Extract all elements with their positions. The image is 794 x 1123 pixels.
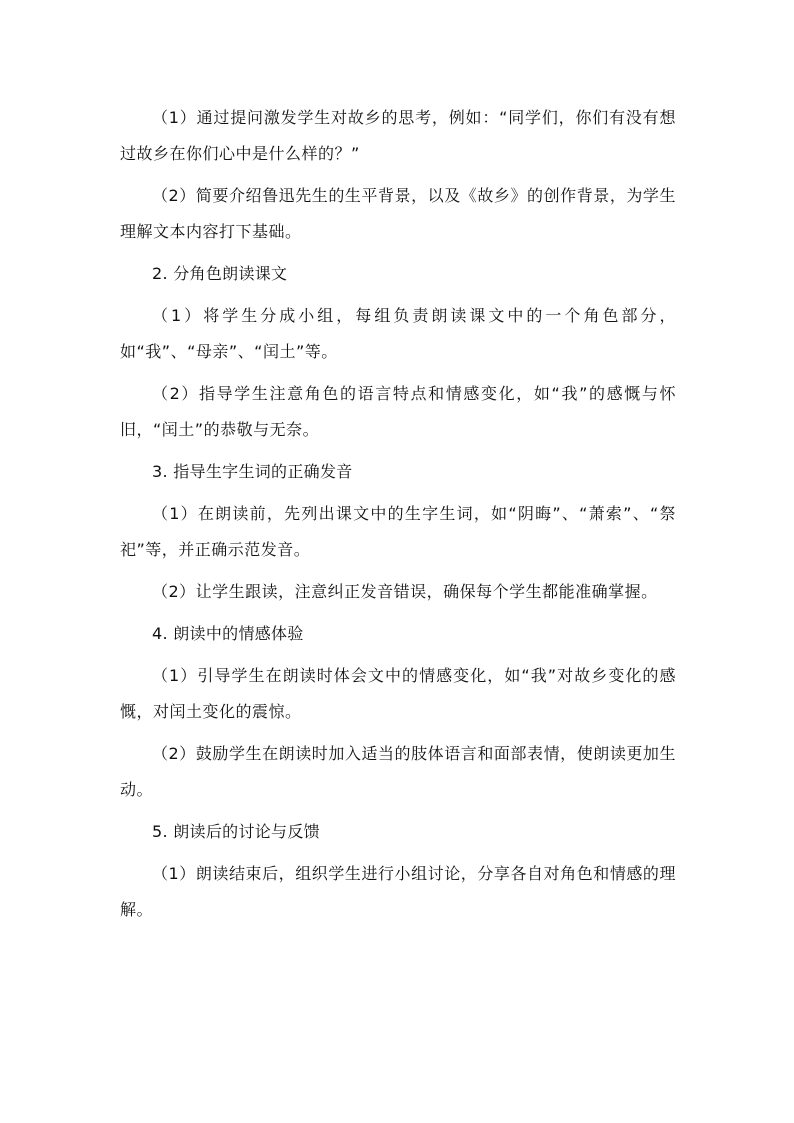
paragraph: （1）通过提问激发学生对故乡的思考，例如：“同学们，你们有没有想过故乡在你们心中是什么样的？” [120, 108, 676, 163]
section-heading: 2. 分角色朗读课文 [152, 264, 288, 283]
paragraph: （2）简要介绍鲁迅先生的生平背景，以及《故乡》的创作背景，为学生理解文本内容打下基础。 [120, 186, 676, 241]
section-heading: 3. 指导生字生词的正确发音 [152, 462, 353, 481]
section-heading: 4. 朗读中的情感体验 [152, 624, 304, 643]
paragraph: （1）在朗读前，先列出课文中的生字生词，如“阴晦”、“萧索”、“祭祀”等，并正确示范发音。 [120, 504, 676, 559]
section-heading: 5. 朗读后的讨论与反馈 [152, 822, 320, 841]
paragraph: （1）朗读结束后，组织学生进行小组讨论，分享各自对角色和情感的理解。 [120, 864, 676, 919]
paragraph: （1）引导学生在朗读时体会文中的情感变化，如“我”对故乡变化的感慨，对闰土变化的震惊。 [120, 666, 676, 721]
paragraph: （2）让学生跟读，注意纠正发音错误，确保每个学生都能准确掌握。 [152, 582, 658, 601]
paragraph: （1）将学生分成小组，每组负责朗读课文中的一个角色部分，如“我”、“母亲”、“闰土”等。 [120, 306, 676, 361]
paragraph: （2）鼓励学生在朗读时加入适当的肢体语言和面部表情，使朗读更加生动。 [120, 744, 676, 799]
paragraph: （2）指导学生注意角色的语言特点和情感变化，如“我”的感慨与怀旧，“闰土”的恭敬与无奈。 [120, 384, 676, 439]
document-body [120, 100, 676, 928]
